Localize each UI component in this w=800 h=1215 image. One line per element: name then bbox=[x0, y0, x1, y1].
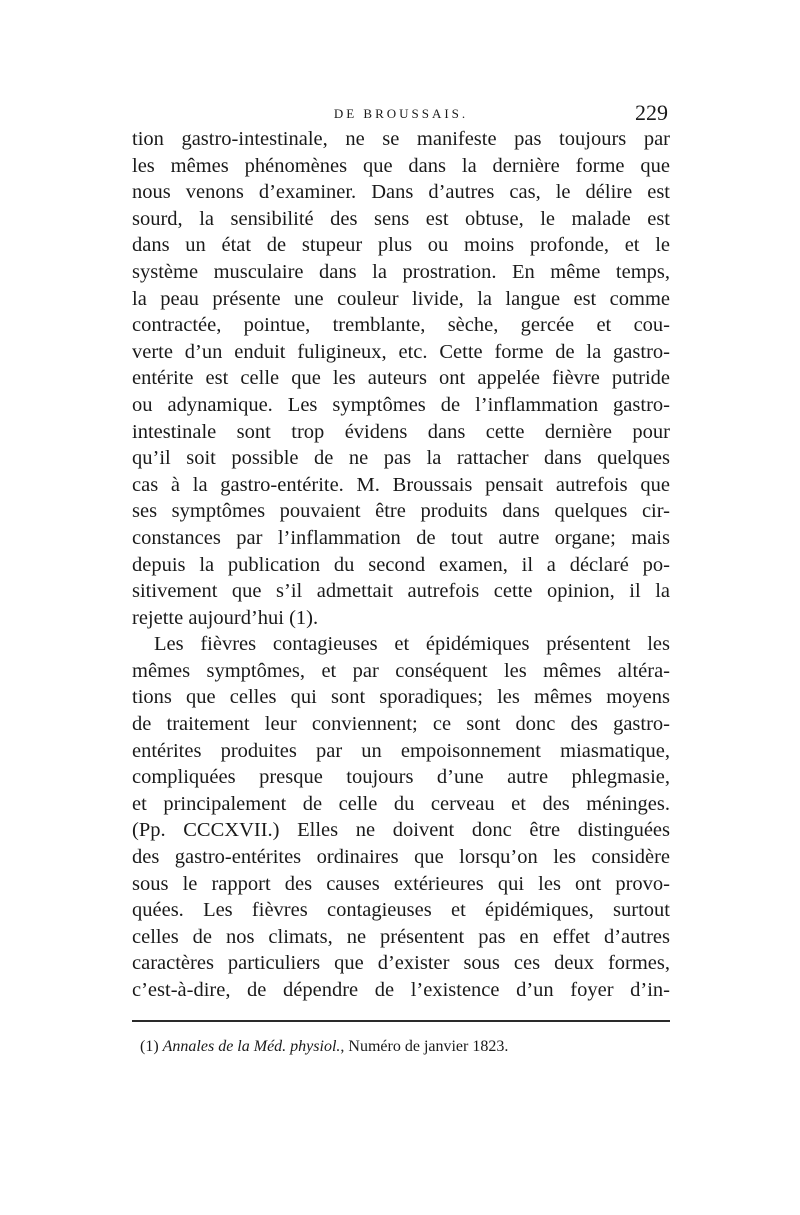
running-title: DE BROUSSAIS. bbox=[333, 106, 469, 121]
text-line: depuis la publication du second examen, il a déclaré po- bbox=[132, 553, 670, 576]
text-line: qu’il soit possible de ne pas la rattacher dans quelques bbox=[132, 447, 670, 470]
footnote bbox=[140, 1038, 670, 1056]
text-line: dans un état de stupeur plus ou moins profonde, et le bbox=[132, 234, 670, 257]
text-line: cas à la gastro-entérite. M. Broussais pensait autrefois que bbox=[132, 473, 670, 496]
text-line: compliquées presque toujours d’une autre phlegmasie, bbox=[132, 766, 670, 789]
text-line: ses symptômes pouvaient être produits dans quelques cir- bbox=[132, 500, 670, 523]
footnote-rule bbox=[132, 1020, 670, 1022]
text-line: quées. Les fièvres contagieuses et épidémiques, surtout bbox=[132, 899, 670, 922]
footnote-marker: (1) bbox=[140, 1038, 159, 1055]
text-line: sous le rapport des causes extérieures qui les ont provo- bbox=[132, 872, 670, 895]
text-line: constances par l’inflammation de tout autre organe; mais bbox=[132, 526, 670, 549]
text-line: mêmes symptômes, et par conséquent les mêmes altéra- bbox=[132, 659, 670, 682]
text-line: entérites produites par un empoisonnement miasmatique, bbox=[132, 739, 670, 762]
text-line: nous venons d’examiner. Dans d’autres cas, le délire est bbox=[132, 181, 670, 204]
text-line: et principalement de celle du cerveau et des méninges. bbox=[132, 792, 670, 815]
text-line: sitivement que s’il admettait autrefois cette opinion, il la bbox=[132, 580, 670, 603]
text-line: intestinale sont trop évidens dans cette dernière pour bbox=[132, 420, 670, 443]
footnote-journal: Annales de la Méd. physiol. bbox=[162, 1038, 341, 1055]
text-line: les mêmes phénomènes que dans la dernière forme que bbox=[132, 154, 670, 177]
text-line: tions que celles qui sont sporadiques; les mêmes moyens bbox=[132, 686, 670, 709]
page-number: 229 bbox=[635, 100, 668, 125]
paragraph-end-line: rejette aujourd’hui (1). bbox=[132, 606, 319, 629]
text-line: verte d’un enduit fuligineux, etc. Cette forme de la gastro- bbox=[132, 340, 670, 363]
text-line: caractères particuliers que d’exister sous ces deux formes, bbox=[132, 952, 670, 975]
body-text bbox=[132, 126, 670, 1004]
text-line: contractée, pointue, tremblante, sèche, gercée et cou- bbox=[132, 314, 670, 337]
text-line: système musculaire dans la prostration. En même temps, bbox=[132, 260, 670, 283]
text-line: ou adynamique. Les symptômes de l’inflammation gastro- bbox=[132, 393, 670, 416]
text-line: (Pp. CCCXVII.) Elles ne doivent donc être distinguées bbox=[132, 819, 670, 842]
paragraph-start-line: Les fièvres contagieuses et épidémiques présentent les bbox=[154, 633, 670, 656]
text-line: sourd, la sensibilité des sens est obtuse, le malade est bbox=[132, 207, 670, 230]
text-line: c’est-à-dire, de dépendre de l’existence d’un foyer d’in- bbox=[132, 979, 670, 1001]
text-line: tion gastro-intestinale, ne se manifeste pas toujours par bbox=[132, 128, 670, 150]
text-line: entérite est celle que les auteurs ont appelée fièvre putride bbox=[132, 367, 670, 390]
footnote-rest: , Numéro de janvier 1823. bbox=[340, 1038, 509, 1055]
text-line: la peau présente une couleur livide, la langue est comme bbox=[132, 287, 670, 310]
text-line: des gastro-entérites ordinaires que lorsqu’on les considère bbox=[132, 846, 670, 869]
text-line: de traitement leur conviennent; ce sont donc des gastro- bbox=[132, 713, 670, 736]
text-line: celles de nos climats, ne présentent pas en effet d’autres bbox=[132, 925, 670, 948]
